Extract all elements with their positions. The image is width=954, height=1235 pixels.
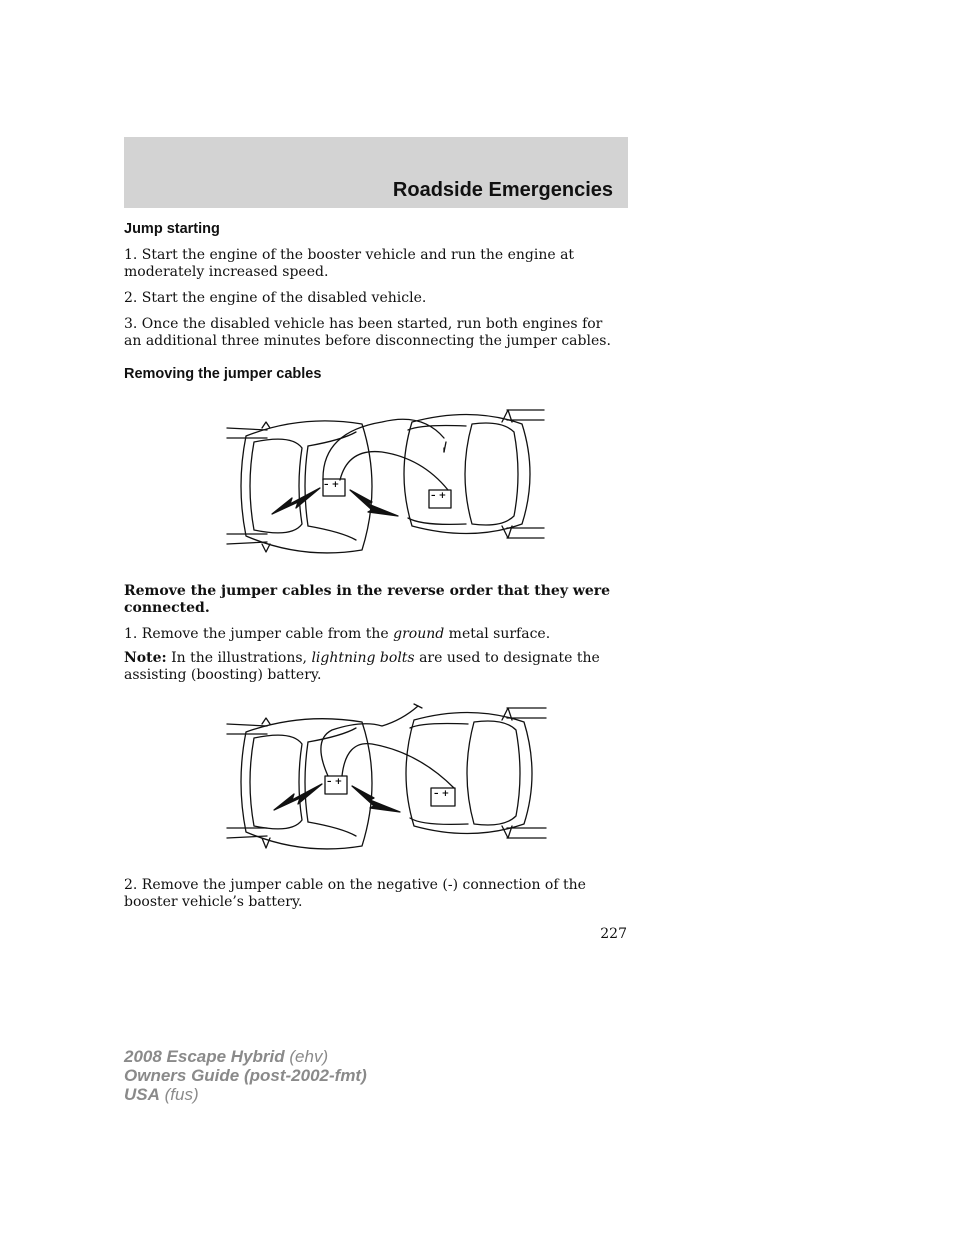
document-footer: 2008 Escape Hybrid (ehv) Owners Guide (post-2002-fmt) USA (fus) bbox=[124, 1047, 367, 1104]
page-number: 227 bbox=[600, 926, 627, 942]
booster-car-outline bbox=[227, 718, 372, 849]
jump-cable-illustration-1 bbox=[222, 402, 552, 566]
remove-step-1: 1. Remove the jumper cable from the ground metal surface. bbox=[124, 626, 551, 642]
illustration-note: Note: In the illustrations, lightning bolts are used to designate the assisting (boosting) battery. bbox=[124, 650, 600, 683]
disabled-car-outline bbox=[404, 410, 544, 538]
lightning-bolt-icon bbox=[352, 786, 400, 812]
cable-negative-detached bbox=[321, 706, 418, 776]
battery-terminal-labels: – + bbox=[431, 491, 447, 501]
heading-removing-cables: Removing the jumper cables bbox=[124, 366, 322, 382]
battery-terminal-labels: – + bbox=[434, 789, 450, 799]
disabled-car-outline bbox=[406, 708, 546, 838]
jump-step-3: 3. Once the disabled vehicle has been started, run both engines for an additional three minutes before disconnecting the jumper cables. bbox=[124, 316, 611, 349]
cable-positive bbox=[342, 744, 454, 788]
reverse-order-warning: Remove the jumper cables in the reverse order that they were connected. bbox=[124, 583, 611, 616]
cable-negative bbox=[323, 419, 444, 480]
battery-terminal-labels: – + bbox=[327, 777, 343, 787]
lightning-bolt-icon bbox=[272, 488, 320, 514]
jump-step-2: 2. Start the engine of the disabled vehicle. bbox=[124, 290, 427, 306]
battery-terminal-labels: – + bbox=[324, 480, 340, 490]
section-header-band bbox=[124, 137, 628, 208]
booster-car-outline bbox=[227, 421, 372, 553]
remove-step-2: 2. Remove the jumper cable on the negative (-) connection of the booster vehicle’s battery. bbox=[124, 877, 586, 910]
page-title: Roadside Emergencies bbox=[392, 179, 613, 201]
jump-cable-illustration-2 bbox=[222, 700, 552, 864]
heading-jump-starting: Jump starting bbox=[124, 221, 220, 237]
lightning-bolt-icon bbox=[274, 784, 322, 810]
lightning-bolt-icon bbox=[350, 490, 398, 516]
jump-step-1: 1. Start the engine of the booster vehicle and run the engine at moderately increased speed. bbox=[124, 247, 575, 280]
cable-positive bbox=[340, 452, 448, 490]
